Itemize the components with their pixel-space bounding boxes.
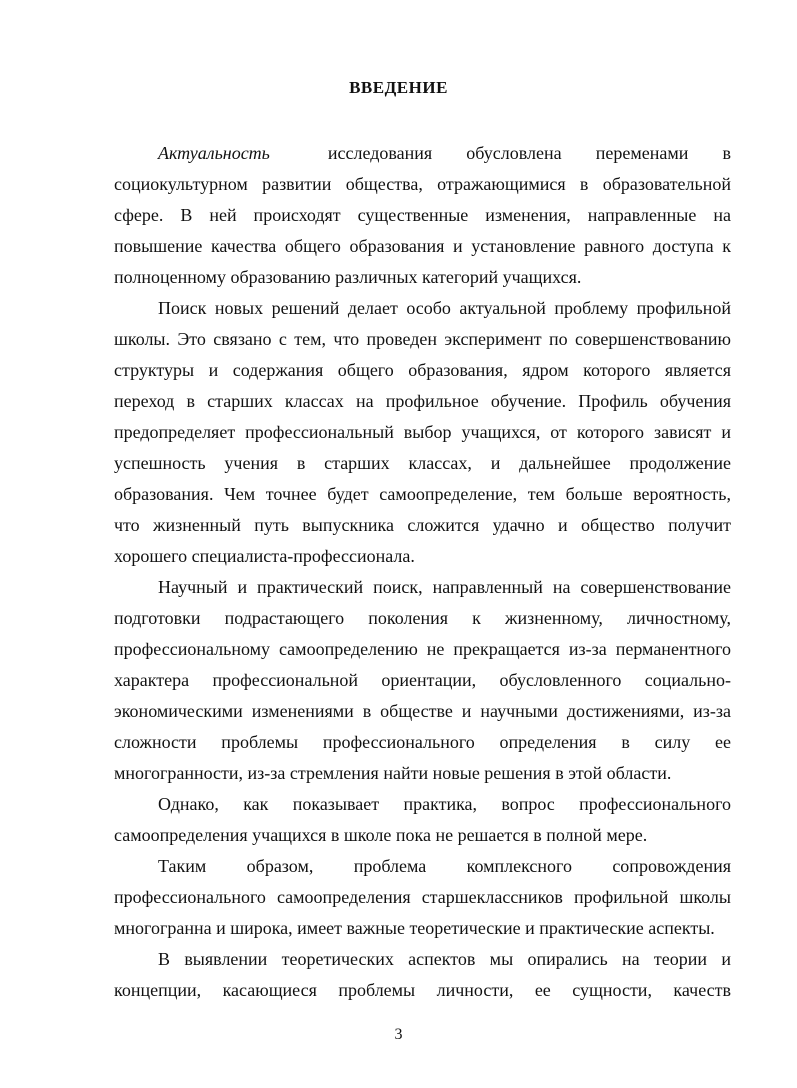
page-title: ВВЕДЕНИЕ [349, 78, 448, 97]
text-line: образования. Чем точнее будет самоопределение, тем больше вероятность, [114, 484, 731, 504]
text-line: полноценному образованию различных категорий учащихся. [114, 267, 582, 287]
text-line: профессионального самоопределения старшеклассников профильной школы [114, 887, 731, 907]
text-line: структуры и содержания общего образования, ядром которого является [114, 360, 731, 380]
text-line: Научный и практический поиск, направленный на совершенствование [158, 577, 731, 597]
text-line: подготовки подрастающего поколения к жизненному, личностному, [114, 608, 731, 628]
text-line: Поиск новых решений делает особо актуальной проблему профильной [158, 298, 731, 318]
text-line: многогранна и широка, имеет важные теоретические и практические аспекты. [114, 918, 715, 938]
text-line: школы. Это связано с тем, что проведен эксперимент по совершенствованию [114, 329, 731, 349]
emphasized-term: Актуальность [158, 143, 270, 163]
text-line: предопределяет профессиональный выбор учащихся, от которого зависят и [114, 422, 731, 442]
text-line: что жизненный путь выпускника сложится удачно и общество получит [114, 515, 731, 535]
text-line: повышение качества общего образования и установление равного доступа к [114, 236, 731, 256]
text-line: экономическими изменениями в обществе и научными достижениями, из-за [114, 701, 731, 721]
text-line: сложности проблемы профессионального определения в силу ее [114, 732, 731, 752]
text-line: хорошего специалиста-профессионала. [114, 546, 415, 566]
text-line [158, 142, 731, 164]
text-line: социокультурном развитии общества, отражающимися в образовательной [114, 174, 731, 194]
line-continuation: исследования обусловлена переменами в [327, 143, 731, 163]
text-line: характера профессиональной ориентации, обусловленного социально- [114, 670, 731, 690]
text-line: В выявлении теоретических аспектов мы опирались на теории и [158, 949, 731, 969]
text-line: Однако, как показывает практика, вопрос профессионального [158, 794, 731, 814]
text-line: Таким образом, проблема комплексного сопровождения [158, 856, 731, 876]
text-line: успешность учения в старших классах, и дальнейшее продолжение [114, 453, 731, 473]
text-line: многогранности, из-за стремления найти новые решения в этой области. [114, 763, 672, 783]
text-line: переход в старших классах на профильное обучение. Профиль обучения [114, 391, 731, 411]
text-line: самоопределения учащихся в школе пока не решается в полной мере. [114, 825, 648, 845]
text-line: сфере. В ней происходят существенные изменения, направленные на [114, 205, 731, 225]
text-line: концепции, касающиеся проблемы личности, ее сущности, качеств [114, 980, 731, 1000]
page-number: 3 [394, 1026, 403, 1043]
text-line: профессиональному самоопределению не прекращается из-за перманентного [114, 639, 731, 659]
